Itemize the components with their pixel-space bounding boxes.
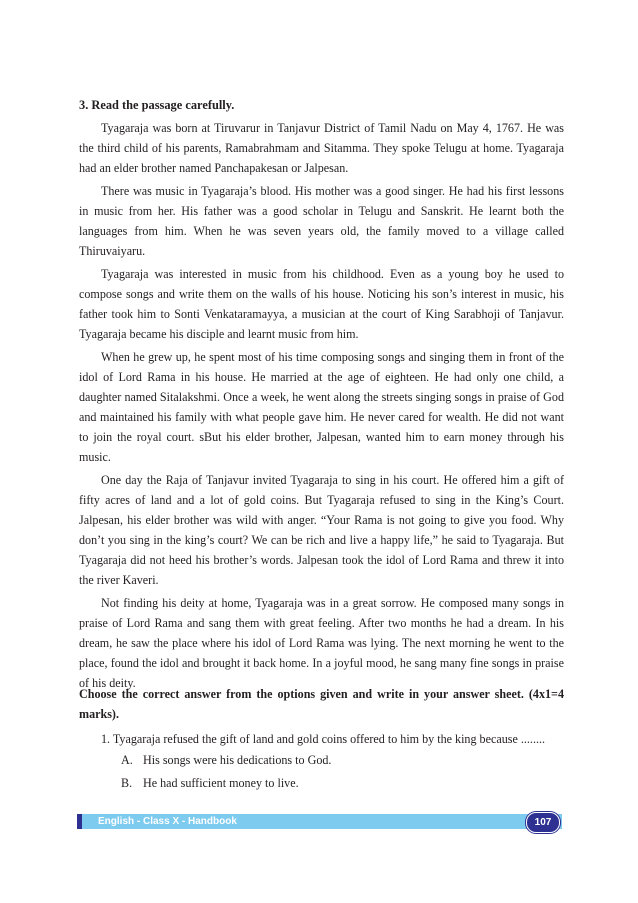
reading-passage [79,118,564,696]
passage-paragraph: Not finding his deity at home, Tyagaraja was in a great sorrow. He composed many songs in praise of Lord Rama and sang them with great feeling. After two months he had a dream. In his dream, he saw the place where his idol of Lord Rama was lying. The next morning he went to the place, found the idol and brought it back home. In a joyful mood, he sang many fine songs in praise of his deity. [79,596,564,690]
question-text: 1. Tyagaraja refused the gift of land and gold coins offered to him by the king because ........ [101,732,546,746]
option-text: He had sufficient money to live. [143,776,299,790]
question-instruction: Choose the correct answer from the options given and write in your answer sheet. (4x1=4 marks). [79,687,564,721]
option-b [121,773,561,793]
option-letter: B. [121,776,133,790]
option-a [121,750,561,770]
footer-accent [77,814,82,829]
footer-label: English - Class X - Handbook [98,816,237,827]
option-text: His songs were his dedications to God. [143,753,332,767]
passage-paragraph: Tyagaraja was interested in music from his childhood. Even as a young boy he used to compose songs and write them on the walls of his house. Noticing his son’s interest in music, his father took him to Sonti Venkataramayya, a musician at the court of King Sarabhoji of Tanjavur. Tyagaraja became his disciple and learnt music from him. [79,267,564,341]
page-number-badge: 107 [526,812,560,833]
passage-paragraph: Tyagaraja was born at Tiruvarur in Tanjavur District of Tamil Nadu on May 4, 1767. He was the third child of his parents, Ramabrahmam and Sitamma. They spoke Telugu at home. Tyagaraja had an elder brother named Panchapakesan or Jalpesan. [79,121,564,175]
passage-paragraph: When he grew up, he spent most of his time composing songs and singing them in front of the idol of Lord Rama in his house. He married at the age of eighteen. He had only one child, a daughter named Sitalakshmi. Once a week, he went along the streets singing songs in praise of God and maintained his family with what people gave him. He never cared for wealth. He did not want to join the royal court. sBut his elder brother, Jalpesan, wanted him to earn money through his music. [79,350,564,464]
passage-paragraph: There was music in Tyagaraja’s blood. His mother was a good singer. He had his first lessons in music from her. His father was a good scholar in Telugu and Sanskrit. He learnt both the languages from him. When he was seven years old, the family moved to a village called Thiruvaiyaru. [79,184,564,258]
option-letter: A. [121,753,133,767]
passage-paragraph: One day the Raja of Tanjavur invited Tyagaraja to sing in his court. He offered him a gift of fifty acres of land and a lot of gold coins. But Tyagaraja refused to sing in the King’s Court. Jalpesan, his elder brother was wild with anger. “Your Rama is not going to give you food. Why don’t you sing in the king’s court? We can be rich and live a happy life,” he said to Tyagaraja. But Tyagaraja did not heed his brother’s words. Jalpesan took the idol of Lord Rama and threw it into the river Kaveri. [79,473,564,587]
answer-options [121,750,561,796]
section-heading: 3. Read the passage carefully. [79,98,235,112]
